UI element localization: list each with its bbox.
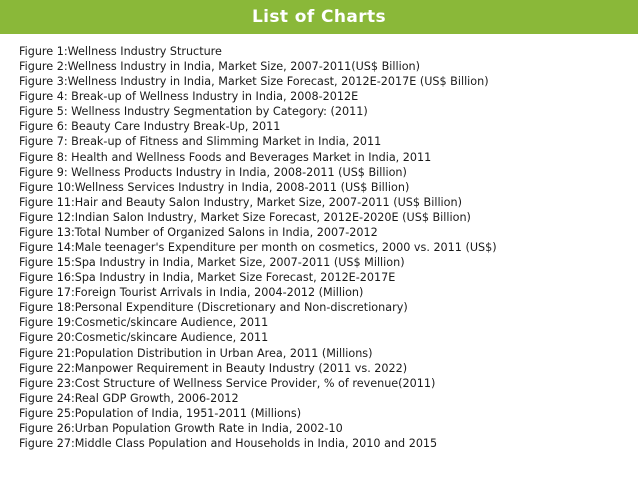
figure-item: Figure 19:Cosmetic/skincare Audience, 2011 — [19, 316, 269, 330]
figure-item: Figure 8: Health and Wellness Foods and Beverages Market in India, 2011 — [19, 150, 432, 164]
figure-item: Figure 2:Wellness Industry in India, Market Size, 2007-2011(US$ Billion) — [19, 60, 420, 74]
figure-item: Figure 10:Wellness Services Industry in India, 2008-2011 (US$ Billion) — [19, 180, 410, 194]
figure-item: Figure 17:Foreign Tourist Arrivals in India, 2004-2012 (Million) — [19, 286, 364, 300]
figure-item: Figure 5: Wellness Industry Segmentation by Category: (2011) — [19, 105, 368, 119]
figure-item: Figure 7: Break-up of Fitness and Slimming Market in India, 2011 — [19, 135, 382, 149]
page-title: List of Charts — [251, 7, 387, 27]
figure-item: Figure 25:Population of India, 1951-2011 (Millions) — [19, 406, 302, 420]
figure-item: Figure 21:Population Distribution in Urban Area, 2011 (Millions) — [19, 346, 373, 360]
figure-item: Figure 13:Total Number of Organized Salons in India, 2007-2012 — [19, 225, 378, 239]
figure-item: Figure 27:Middle Class Population and Households in India, 2010 and 2015 — [19, 437, 438, 451]
figure-item: Figure 12:Indian Salon Industry, Market Size Forecast, 2012E-2020E (US$ Billion) — [19, 210, 471, 224]
figure-item: Figure 26:Urban Population Growth Rate in India, 2002-10 — [19, 421, 343, 435]
figure-item: Figure 18:Personal Expenditure (Discretionary and Non-discretionary) — [19, 301, 408, 315]
figure-list — [19, 44, 497, 451]
figure-item: Figure 6: Beauty Care Industry Break-Up, 2011 — [19, 120, 281, 134]
figure-item: Figure 1:Wellness Industry Structure — [19, 45, 222, 58]
figure-item: Figure 4: Break-up of Wellness Industry in India, 2008-2012E — [19, 90, 359, 104]
figure-item: Figure 9: Wellness Products Industry in India, 2008-2011 (US$ Billion) — [19, 165, 407, 179]
figure-item: Figure 3:Wellness Industry in India, Market Size Forecast, 2012E-2017E (US$ Billion) — [19, 75, 489, 89]
figure-item: Figure 20:Cosmetic/skincare Audience, 2011 — [19, 331, 269, 345]
figure-item: Figure 16:Spa Industry in India, Market Size Forecast, 2012E-2017E — [19, 271, 396, 285]
figure-item: Figure 14:Male teenager's Expenditure per month on cosmetics, 2000 vs. 2011 (US$) — [19, 241, 497, 255]
figure-item: Figure 15:Spa Industry in India, Market Size, 2007-2011 (US$ Million) — [19, 256, 405, 270]
figure-item: Figure 22:Manpower Requirement in Beauty Industry (2011 vs. 2022) — [19, 361, 408, 375]
figure-item: Figure 24:Real GDP Growth, 2006-2012 — [19, 391, 239, 405]
figure-item: Figure 23:Cost Structure of Wellness Service Provider, % of revenue(2011) — [19, 376, 436, 390]
figure-item: Figure 11:Hair and Beauty Salon Industry, Market Size, 2007-2011 (US$ Billion) — [19, 195, 462, 209]
